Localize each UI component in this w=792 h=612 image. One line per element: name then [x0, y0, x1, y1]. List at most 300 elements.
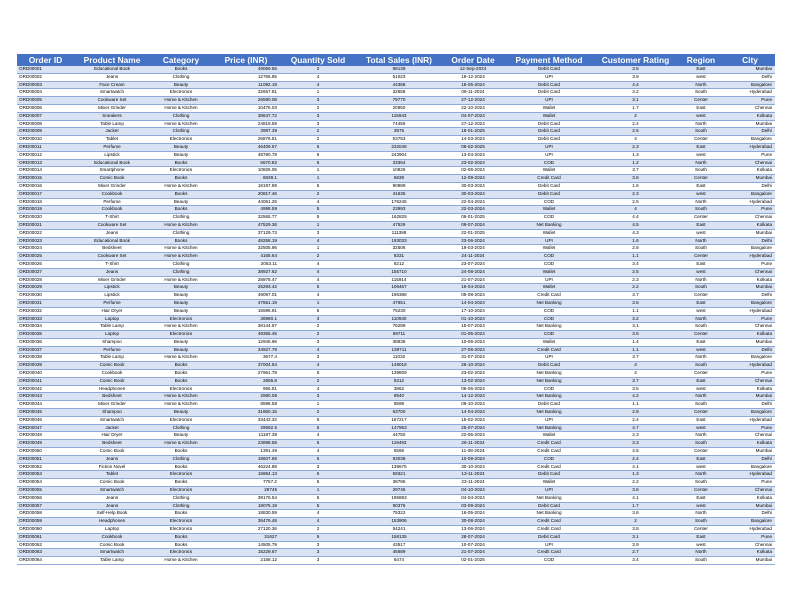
- order-date-cell[interactable]: 14-04-2024: [442, 409, 504, 417]
- price-cell[interactable]: 15864.13: [212, 471, 280, 479]
- quantity-cell[interactable]: 4: [280, 292, 356, 300]
- city-cell[interactable]: Delhi: [725, 73, 775, 81]
- city-cell[interactable]: Chennai: [725, 487, 775, 495]
- region-cell[interactable]: East: [677, 260, 725, 268]
- order-date-cell[interactable]: 17-10-2024: [442, 307, 504, 315]
- order-id-cell[interactable]: ORD00007: [17, 112, 74, 120]
- region-cell[interactable]: East: [677, 143, 725, 151]
- customer-rating-cell[interactable]: 1.3: [594, 471, 677, 479]
- order-id-cell[interactable]: ORD00022: [17, 229, 74, 237]
- quantity-cell[interactable]: 3: [280, 549, 356, 557]
- order-id-cell[interactable]: ORD00045: [17, 409, 74, 417]
- total-sales-cell[interactable]: 6839: [356, 175, 442, 183]
- total-sales-cell[interactable]: 158135: [356, 533, 442, 541]
- region-cell[interactable]: East: [677, 182, 725, 190]
- quantity-cell[interactable]: 2: [280, 253, 356, 261]
- customer-rating-cell[interactable]: 2.5: [594, 268, 677, 276]
- product-name-cell[interactable]: Jeans: [74, 494, 150, 502]
- customer-rating-cell[interactable]: 1.7: [594, 104, 677, 112]
- table-row[interactable]: [17, 518, 775, 526]
- quantity-cell[interactable]: 5: [280, 206, 356, 214]
- region-cell[interactable]: North: [677, 510, 725, 518]
- product-name-cell[interactable]: Smartwatch: [74, 549, 150, 557]
- table-row[interactable]: [17, 159, 775, 167]
- payment-method-cell[interactable]: UPI: [504, 541, 594, 549]
- customer-rating-cell[interactable]: 2: [594, 112, 677, 120]
- table-row[interactable]: [17, 260, 775, 268]
- city-cell[interactable]: Kolkata: [725, 440, 775, 448]
- price-cell[interactable]: 48258.19: [212, 237, 280, 245]
- region-cell[interactable]: west: [677, 346, 725, 354]
- quantity-cell[interactable]: 3: [280, 463, 356, 471]
- customer-rating-cell[interactable]: 1.7: [594, 502, 677, 510]
- payment-method-cell[interactable]: Debit Card: [504, 89, 594, 97]
- region-cell[interactable]: west: [677, 502, 725, 510]
- customer-rating-cell[interactable]: 1.2: [594, 159, 677, 167]
- payment-method-cell[interactable]: COD: [504, 307, 594, 315]
- customer-rating-cell[interactable]: 1.6: [594, 182, 677, 190]
- order-date-cell[interactable]: 02-06-2024: [442, 167, 504, 175]
- city-cell[interactable]: Chennai: [725, 214, 775, 222]
- city-cell[interactable]: Bangalore: [725, 463, 775, 471]
- customer-rating-cell[interactable]: 1.1: [594, 253, 677, 261]
- payment-method-cell[interactable]: Wallet: [504, 167, 594, 175]
- city-cell[interactable]: Kolkata: [725, 276, 775, 284]
- price-cell[interactable]: 47529.36: [212, 221, 280, 229]
- payment-method-cell[interactable]: Wallet: [504, 206, 594, 214]
- city-cell[interactable]: Bangalore: [725, 245, 775, 253]
- price-cell[interactable]: 27120.36: [212, 526, 280, 534]
- quantity-cell[interactable]: 5: [280, 440, 356, 448]
- price-cell[interactable]: 18830.59: [212, 510, 280, 518]
- city-cell[interactable]: Kolkata: [725, 112, 775, 120]
- price-cell[interactable]: 6839.1: [212, 175, 280, 183]
- table-row[interactable]: [17, 401, 775, 409]
- region-cell[interactable]: South: [677, 284, 725, 292]
- table-row[interactable]: [17, 182, 775, 190]
- region-cell[interactable]: East: [677, 66, 725, 73]
- order-id-cell[interactable]: ORD00062: [17, 541, 74, 549]
- order-id-cell[interactable]: ORD00064: [17, 557, 74, 565]
- customer-rating-cell[interactable]: 4.5: [594, 448, 677, 456]
- product-name-cell[interactable]: Lipstick: [74, 284, 150, 292]
- quantity-cell[interactable]: 2: [280, 526, 356, 534]
- order-date-cell[interactable]: 27-12-2024: [442, 97, 504, 105]
- order-id-cell[interactable]: ORD00004: [17, 89, 74, 97]
- price-cell[interactable]: 36980.1: [212, 315, 280, 323]
- payment-method-cell[interactable]: Debit Card: [504, 533, 594, 541]
- price-cell[interactable]: 10826.05: [212, 167, 280, 175]
- category-cell[interactable]: Clothing: [150, 128, 212, 136]
- table-row[interactable]: [17, 377, 775, 385]
- quantity-cell[interactable]: 4: [280, 198, 356, 206]
- region-cell[interactable]: South: [677, 401, 725, 409]
- total-sales-cell[interactable]: 3862: [356, 385, 442, 393]
- customer-rating-cell[interactable]: 2.4: [594, 455, 677, 463]
- city-cell[interactable]: Pune: [725, 424, 775, 432]
- category-cell[interactable]: Books: [150, 377, 212, 385]
- table-row[interactable]: [17, 245, 775, 253]
- price-cell[interactable]: 20817.46: [212, 190, 280, 198]
- category-cell[interactable]: Beauty: [150, 432, 212, 440]
- category-cell[interactable]: Electronics: [150, 385, 212, 393]
- product-name-cell[interactable]: Tablet: [74, 136, 150, 144]
- payment-method-cell[interactable]: Net Banking: [504, 494, 594, 502]
- product-name-cell[interactable]: Lipstick: [74, 151, 150, 159]
- category-cell[interactable]: Books: [150, 370, 212, 378]
- order-id-cell[interactable]: ORD00035: [17, 331, 74, 339]
- quantity-cell[interactable]: 2: [280, 128, 356, 136]
- region-cell[interactable]: North: [677, 198, 725, 206]
- order-date-cell[interactable]: 30-08-2024: [442, 518, 504, 526]
- category-cell[interactable]: Electronics: [150, 487, 212, 495]
- category-cell[interactable]: Electronics: [150, 416, 212, 424]
- customer-rating-cell[interactable]: 1.1: [594, 346, 677, 354]
- region-cell[interactable]: North: [677, 432, 725, 440]
- quantity-cell[interactable]: 2: [280, 377, 356, 385]
- payment-method-cell[interactable]: Credit Card: [504, 549, 594, 557]
- customer-rating-cell[interactable]: 2.8: [594, 245, 677, 253]
- city-cell[interactable]: Bangalore: [725, 409, 775, 417]
- order-id-cell[interactable]: ORD00054: [17, 479, 74, 487]
- city-cell[interactable]: Kolkata: [725, 221, 775, 229]
- category-cell[interactable]: Home & Kitchen: [150, 253, 212, 261]
- total-sales-cell[interactable]: 232048: [356, 143, 442, 151]
- price-cell[interactable]: 31627: [212, 533, 280, 541]
- category-cell[interactable]: Beauty: [150, 299, 212, 307]
- product-name-cell[interactable]: Fiction Novel: [74, 463, 150, 471]
- category-cell[interactable]: Books: [150, 448, 212, 456]
- payment-method-cell[interactable]: Credit Card: [504, 448, 594, 456]
- table-row[interactable]: [17, 112, 775, 120]
- price-cell[interactable]: 3987.39: [212, 128, 280, 136]
- order-id-cell[interactable]: ORD00012: [17, 151, 74, 159]
- price-cell[interactable]: 32505.96: [212, 245, 280, 253]
- region-cell[interactable]: South: [677, 440, 725, 448]
- category-cell[interactable]: Clothing: [150, 502, 212, 510]
- region-cell[interactable]: North: [677, 549, 725, 557]
- order-id-cell[interactable]: ORD00008: [17, 120, 74, 128]
- header-order-date[interactable]: Order Date: [442, 54, 504, 66]
- customer-rating-cell[interactable]: 3.6: [594, 510, 677, 518]
- order-date-cell[interactable]: 30-10-2024: [442, 463, 504, 471]
- customer-rating-cell[interactable]: 3.5: [594, 331, 677, 339]
- product-name-cell[interactable]: Laptop: [74, 315, 150, 323]
- table-row[interactable]: [17, 151, 775, 159]
- table-row[interactable]: [17, 346, 775, 354]
- payment-method-cell[interactable]: Debit Card: [504, 190, 594, 198]
- quantity-cell[interactable]: 1: [280, 89, 356, 97]
- price-cell[interactable]: 46224.88: [212, 463, 280, 471]
- region-cell[interactable]: South: [677, 518, 725, 526]
- city-cell[interactable]: Bangalore: [725, 190, 775, 198]
- order-id-cell[interactable]: ORD00040: [17, 370, 74, 378]
- order-date-cell[interactable]: 22-03-2024: [442, 206, 504, 214]
- table-row[interactable]: [17, 526, 775, 534]
- category-cell[interactable]: Home & Kitchen: [150, 393, 212, 401]
- customer-rating-cell[interactable]: 1.6: [594, 237, 677, 245]
- table-row[interactable]: [17, 416, 775, 424]
- order-date-cell[interactable]: 25-07-2024: [442, 424, 504, 432]
- price-cell[interactable]: 37004.54: [212, 362, 280, 370]
- product-name-cell[interactable]: Comic Book: [74, 541, 150, 549]
- region-cell[interactable]: East: [677, 104, 725, 112]
- price-cell[interactable]: 37129.73: [212, 229, 280, 237]
- order-id-cell[interactable]: ORD00052: [17, 463, 74, 471]
- customer-rating-cell[interactable]: 3.5: [594, 66, 677, 73]
- price-cell[interactable]: 27961.78: [212, 370, 280, 378]
- product-name-cell[interactable]: T-Shirt: [74, 260, 150, 268]
- payment-method-cell[interactable]: COD: [504, 315, 594, 323]
- quantity-cell[interactable]: 5: [280, 143, 356, 151]
- city-cell[interactable]: Mumbai: [725, 502, 775, 510]
- city-cell[interactable]: Hyderabad: [725, 198, 775, 206]
- product-name-cell[interactable]: Mixer Grinder: [74, 276, 150, 284]
- region-cell[interactable]: Center: [677, 331, 725, 339]
- payment-method-cell[interactable]: UPI: [504, 354, 594, 362]
- payment-method-cell[interactable]: Debit Card: [504, 81, 594, 89]
- category-cell[interactable]: Clothing: [150, 214, 212, 222]
- region-cell[interactable]: west: [677, 112, 725, 120]
- order-id-cell[interactable]: ORD00058: [17, 510, 74, 518]
- order-id-cell[interactable]: ORD00016: [17, 182, 74, 190]
- payment-method-cell[interactable]: UPI: [504, 276, 594, 284]
- payment-method-cell[interactable]: Wallet: [504, 245, 594, 253]
- payment-method-cell[interactable]: UPI: [504, 97, 594, 105]
- customer-rating-cell[interactable]: 4.4: [594, 81, 677, 89]
- quantity-cell[interactable]: 3: [280, 338, 356, 346]
- category-cell[interactable]: Beauty: [150, 292, 212, 300]
- order-date-cell[interactable]: 06-06-2024: [442, 385, 504, 393]
- total-sales-cell[interactable]: 59321: [356, 471, 442, 479]
- payment-method-cell[interactable]: COD: [504, 198, 594, 206]
- customer-rating-cell[interactable]: 3.3: [594, 440, 677, 448]
- table-row[interactable]: [17, 229, 775, 237]
- payment-method-cell[interactable]: Wallet: [504, 338, 594, 346]
- payment-method-cell[interactable]: Net Banking: [504, 299, 594, 307]
- quantity-cell[interactable]: 3: [280, 120, 356, 128]
- customer-rating-cell[interactable]: 2.2: [594, 284, 677, 292]
- table-row[interactable]: [17, 299, 775, 307]
- order-id-cell[interactable]: ORD00049: [17, 440, 74, 448]
- category-cell[interactable]: Home & Kitchen: [150, 323, 212, 331]
- city-cell[interactable]: Pune: [725, 533, 775, 541]
- price-cell[interactable]: 49355.45: [212, 331, 280, 339]
- product-name-cell[interactable]: Lipstick: [74, 292, 150, 300]
- price-cell[interactable]: 14505.79: [212, 541, 280, 549]
- order-date-cell[interactable]: 13-06-2024: [442, 526, 504, 534]
- product-name-cell[interactable]: Table Lamp: [74, 323, 150, 331]
- total-sales-cell[interactable]: 6474: [356, 557, 442, 565]
- quantity-cell[interactable]: 4: [280, 362, 356, 370]
- product-name-cell[interactable]: Hair Dryer: [74, 432, 150, 440]
- category-cell[interactable]: Electronics: [150, 331, 212, 339]
- quantity-cell[interactable]: 3: [280, 97, 356, 105]
- total-sales-cell[interactable]: 90989: [356, 182, 442, 190]
- region-cell[interactable]: Center: [677, 409, 725, 417]
- payment-method-cell[interactable]: UPI: [504, 73, 594, 81]
- total-sales-cell[interactable]: 45689: [356, 549, 442, 557]
- order-date-cell[interactable]: 15-02-2024: [442, 416, 504, 424]
- payment-method-cell[interactable]: Net Banking: [504, 424, 594, 432]
- payment-method-cell[interactable]: Credit Card: [504, 175, 594, 183]
- table-row[interactable]: [17, 73, 775, 81]
- product-name-cell[interactable]: Jacket: [74, 424, 150, 432]
- total-sales-cell[interactable]: 79770: [356, 97, 442, 105]
- order-date-cell[interactable]: 15-07-2024: [442, 323, 504, 331]
- region-cell[interactable]: Center: [677, 97, 725, 105]
- customer-rating-cell[interactable]: 4: [594, 206, 677, 214]
- order-date-cell[interactable]: 13-11-2024: [442, 471, 504, 479]
- payment-method-cell[interactable]: Wallet: [504, 104, 594, 112]
- total-sales-cell[interactable]: 47651: [356, 299, 442, 307]
- price-cell[interactable]: 24818.59: [212, 120, 280, 128]
- customer-rating-cell[interactable]: 3.1: [594, 533, 677, 541]
- table-row[interactable]: [17, 206, 775, 214]
- table-row[interactable]: [17, 198, 775, 206]
- total-sales-cell[interactable]: 75230: [356, 307, 442, 315]
- table-row[interactable]: [17, 120, 775, 128]
- total-sales-cell[interactable]: 90376: [356, 502, 442, 510]
- order-id-cell[interactable]: ORD00034: [17, 323, 74, 331]
- order-date-cell[interactable]: 28-07-2024: [442, 533, 504, 541]
- category-cell[interactable]: Electronics: [150, 518, 212, 526]
- table-row[interactable]: [17, 494, 775, 502]
- category-cell[interactable]: Clothing: [150, 73, 212, 81]
- total-sales-cell[interactable]: 23993: [356, 206, 442, 214]
- customer-rating-cell[interactable]: 3.9: [594, 541, 677, 549]
- category-cell[interactable]: Home & Kitchen: [150, 401, 212, 409]
- price-cell[interactable]: 49097.01: [212, 292, 280, 300]
- product-name-cell[interactable]: Table Lamp: [74, 557, 150, 565]
- table-row[interactable]: [17, 81, 775, 89]
- payment-method-cell[interactable]: UPI: [504, 143, 594, 151]
- quantity-cell[interactable]: 5: [280, 494, 356, 502]
- order-date-cell[interactable]: 23-02-2024: [442, 159, 504, 167]
- region-cell[interactable]: Center: [677, 253, 725, 261]
- region-cell[interactable]: west: [677, 73, 725, 81]
- region-cell[interactable]: Center: [677, 487, 725, 495]
- order-id-cell[interactable]: ORD00050: [17, 448, 74, 456]
- customer-rating-cell[interactable]: 4.3: [594, 229, 677, 237]
- table-row[interactable]: [17, 190, 775, 198]
- category-cell[interactable]: Home & Kitchen: [150, 354, 212, 362]
- order-date-cell[interactable]: 23-07-2024: [442, 260, 504, 268]
- total-sales-cell[interactable]: 153906: [356, 518, 442, 526]
- order-id-cell[interactable]: ORD00017: [17, 190, 74, 198]
- table-row[interactable]: [17, 331, 775, 339]
- payment-method-cell[interactable]: COD: [504, 214, 594, 222]
- table-row[interactable]: [17, 253, 775, 261]
- table-row[interactable]: [17, 557, 775, 565]
- order-date-cell[interactable]: 18-12-2024: [442, 73, 504, 81]
- total-sales-cell[interactable]: 167217: [356, 416, 442, 424]
- category-cell[interactable]: Clothing: [150, 112, 212, 120]
- product-name-cell[interactable]: Shampoo: [74, 409, 150, 417]
- total-sales-cell[interactable]: 148018: [356, 362, 442, 370]
- order-id-cell[interactable]: ORD00027: [17, 268, 74, 276]
- order-id-cell[interactable]: ORD00009: [17, 128, 74, 136]
- payment-method-cell[interactable]: Wallet: [504, 284, 594, 292]
- price-cell[interactable]: 32565.77: [212, 214, 280, 222]
- table-row[interactable]: [17, 448, 775, 456]
- city-cell[interactable]: Hyderabad: [725, 416, 775, 424]
- product-name-cell[interactable]: Shampoo: [74, 338, 150, 346]
- product-name-cell[interactable]: Cookbook: [74, 370, 150, 378]
- order-id-cell[interactable]: ORD00037: [17, 346, 74, 354]
- product-name-cell[interactable]: Comic Book: [74, 448, 150, 456]
- quantity-cell[interactable]: 3: [280, 354, 356, 362]
- city-cell[interactable]: Mumbai: [725, 338, 775, 346]
- region-cell[interactable]: North: [677, 393, 725, 401]
- city-cell[interactable]: Mumbai: [725, 175, 775, 183]
- table-row[interactable]: [17, 284, 775, 292]
- quantity-cell[interactable]: 5: [280, 159, 356, 167]
- order-id-cell[interactable]: ORD00021: [17, 221, 74, 229]
- quantity-cell[interactable]: 1: [280, 401, 356, 409]
- city-cell[interactable]: Pune: [725, 206, 775, 214]
- city-cell[interactable]: Chennai: [725, 268, 775, 276]
- table-row[interactable]: [17, 385, 775, 393]
- category-cell[interactable]: Books: [150, 362, 212, 370]
- header-order-id[interactable]: Order ID: [17, 54, 74, 66]
- order-date-cell[interactable]: 04-07-2024: [442, 112, 504, 120]
- table-row[interactable]: [17, 541, 775, 549]
- price-cell[interactable]: 8598.58: [212, 401, 280, 409]
- customer-rating-cell[interactable]: 3.7: [594, 354, 677, 362]
- city-cell[interactable]: Kolkata: [725, 331, 775, 339]
- customer-rating-cell[interactable]: 4: [594, 136, 677, 144]
- region-cell[interactable]: South: [677, 479, 725, 487]
- order-date-cell[interactable]: 23-11-2024: [442, 479, 504, 487]
- payment-method-cell[interactable]: Net Banking: [504, 377, 594, 385]
- customer-rating-cell[interactable]: 2.3: [594, 276, 677, 284]
- order-date-cell[interactable]: 10-07-2024: [442, 541, 504, 549]
- order-id-cell[interactable]: ORD00020: [17, 214, 74, 222]
- header-customer-rating[interactable]: Customer Rating: [594, 54, 677, 66]
- city-cell[interactable]: Chennai: [725, 159, 775, 167]
- region-cell[interactable]: North: [677, 471, 725, 479]
- region-cell[interactable]: Center: [677, 175, 725, 183]
- order-id-cell[interactable]: ORD00010: [17, 136, 74, 144]
- payment-method-cell[interactable]: Credit Card: [504, 440, 594, 448]
- city-cell[interactable]: Pune: [725, 260, 775, 268]
- total-sales-cell[interactable]: 3975: [356, 128, 442, 136]
- customer-rating-cell[interactable]: 4: [594, 370, 677, 378]
- payment-method-cell[interactable]: COD: [504, 260, 594, 268]
- price-cell[interactable]: 47651.19: [212, 299, 280, 307]
- customer-rating-cell[interactable]: 3.7: [594, 167, 677, 175]
- product-name-cell[interactable]: Tablet: [74, 471, 150, 479]
- order-date-cell[interactable]: 22-01-2025: [442, 229, 504, 237]
- region-cell[interactable]: west: [677, 424, 725, 432]
- city-cell[interactable]: Mumbai: [725, 557, 775, 565]
- region-cell[interactable]: South: [677, 167, 725, 175]
- order-date-cell[interactable]: 16-04-2024: [442, 284, 504, 292]
- price-cell[interactable]: 25293.42: [212, 284, 280, 292]
- table-row[interactable]: [17, 502, 775, 510]
- payment-method-cell[interactable]: Net Banking: [504, 510, 594, 518]
- table-row[interactable]: [17, 128, 775, 136]
- quantity-cell[interactable]: 5: [280, 416, 356, 424]
- total-sales-cell[interactable]: 11032: [356, 354, 442, 362]
- category-cell[interactable]: Beauty: [150, 284, 212, 292]
- product-name-cell[interactable]: Comic Book: [74, 362, 150, 370]
- product-name-cell[interactable]: Bedsheet: [74, 393, 150, 401]
- region-cell[interactable]: Center: [677, 292, 725, 300]
- order-date-cell[interactable]: 28-11-2024: [442, 440, 504, 448]
- order-id-cell[interactable]: ORD00036: [17, 338, 74, 346]
